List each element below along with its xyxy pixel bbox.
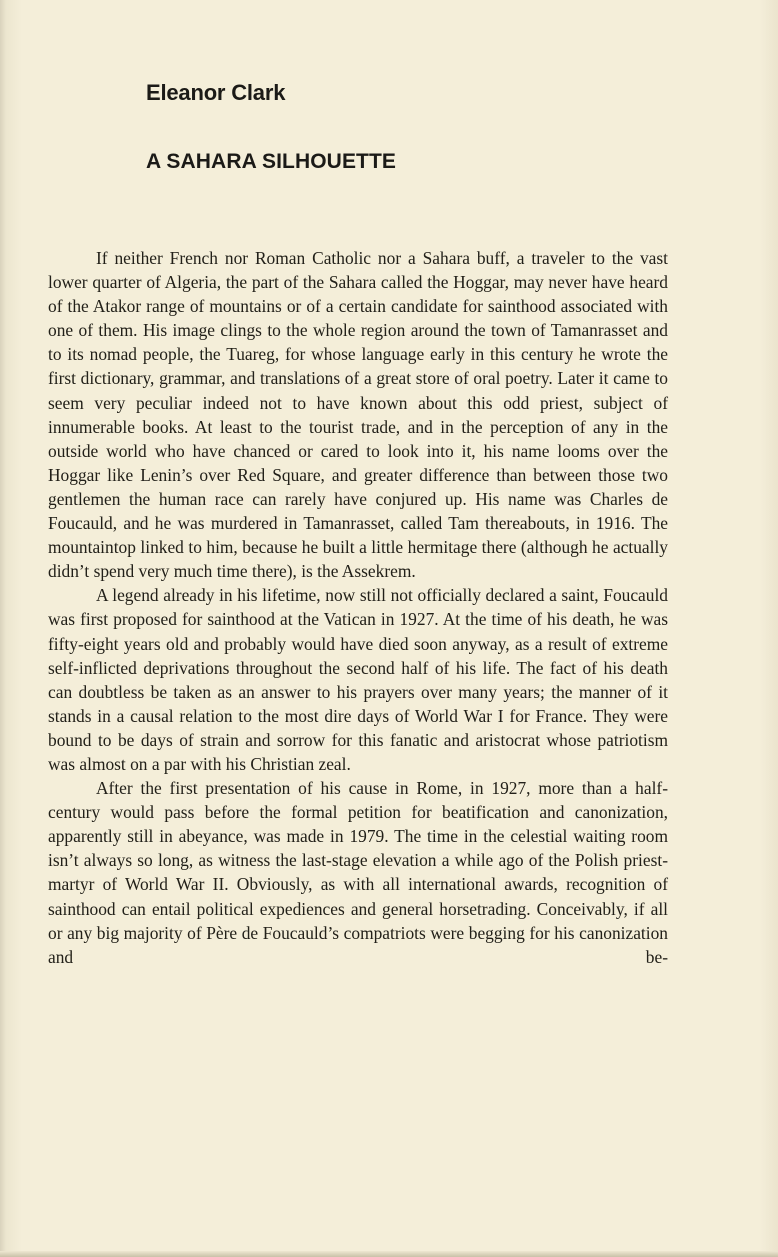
paragraph-2: A legend already in his lifetime, now still not officially declared a saint, Foucauld was first proposed for sainthood at the Vatican in 1927. At the time of his death, he was fifty-eight years old and probably would have died soon anyway, as a result of extreme self-inflicted deprivations throughout the second half of his life. The fact of his death can doubtless be taken as an answer to his prayers over many years; the manner of it stands in a causal relation to the most dire days of World War I for France. They were bound to be days of strain and sorrow for this fanatic and aristocrat whose patriotism was almost on a par with his Christian zeal. (48, 585, 668, 774)
essay-body (48, 246, 668, 969)
paragraph-1: If neither French nor Roman Catholic nor a Sahara buff, a traveler to the vast lower quarter of Algeria, the part of the Sahara called the Hoggar, may never have heard of the Atakor range of mountains or of a certain candidate for sainthood associated with one of them. His image clings to the whole region around the town of Tamanrasset and to its nomad people, the Tuareg, for whose language early in this century he wrote the first dictionary, grammar, and translations of a great store of oral poetry. Later it came to seem very peculiar indeed not to have known about this odd priest, subject of innumerable books. At least to the tourist trade, and in the perception of any in the outside world who have chanced or cared to look into it, his name looms over the Hoggar like Lenin’s over Red Square, and greater difference than between those two gentlemen the human race can rarely have conjured up. His name was Charles de Foucauld, and he was murdered in Tamanrasset, called Tam thereabouts, in 1916. The mountaintop linked to him, because he built a little hermitage there (although he actually didn’t spend very much time there), is the Assekrem. (48, 248, 668, 582)
paragraph-3: After the first presentation of his cause in Rome, in 1927, more than a half-century would pass before the formal petition for beatification and canonization, apparently still in abeyance, was made in 1979. The time in the celestial waiting room isn’t always so long, as witness the last-stage elevation a while ago of the Polish priest-martyr of World War II. Obviously, as with all international awards, recognition of sainthood can entail political expediences and general horsetrading. Conceivably, if all or any big majority of Père de Foucauld’s compatriots were begging for his canonization and be- (48, 778, 668, 967)
page-bottom-edge (0, 1251, 778, 1257)
essay-title: A SAHARA SILHOUETTE (146, 150, 397, 173)
author-name: Eleanor Clark (146, 80, 286, 105)
